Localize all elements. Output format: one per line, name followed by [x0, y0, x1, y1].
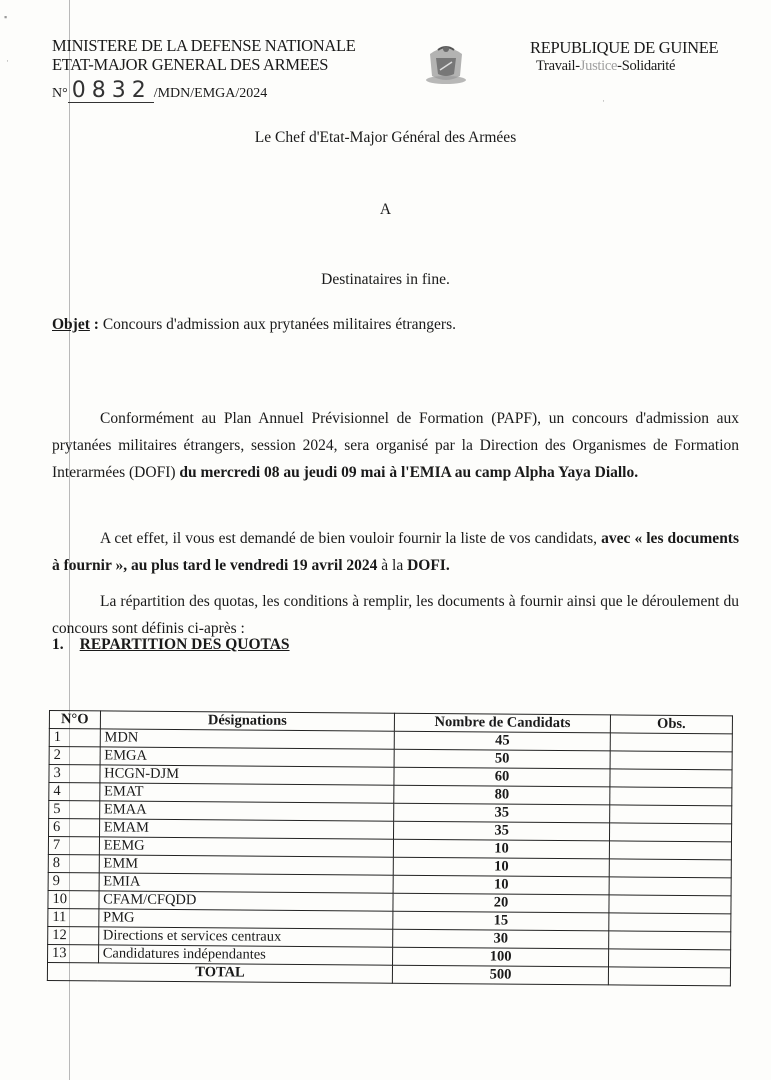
header-count: Nombre de Candidats: [395, 713, 611, 733]
row-obs: [609, 841, 731, 860]
row-number: 9: [48, 872, 99, 890]
row-number: 12: [48, 926, 99, 944]
row-obs: [609, 877, 731, 896]
sender-title: Le Chef d'Etat-Major Général des Armées: [254, 129, 517, 146]
row-count: 35: [394, 821, 610, 841]
coat-of-arms-icon: [420, 40, 472, 86]
row-obs: [609, 859, 731, 878]
row-number: 13: [48, 944, 99, 962]
ministry-header: [52, 36, 356, 74]
paragraph-2: [52, 525, 739, 579]
row-count: 10: [394, 839, 610, 859]
row-count: 30: [393, 929, 609, 949]
row-designation: EMAM: [99, 819, 394, 839]
row-obs: [610, 805, 732, 824]
total-obs: [608, 967, 730, 986]
paragraph-2-tail: à la: [377, 557, 408, 574]
subject-label: Objet: [52, 316, 90, 333]
ministry-line-2: ETAT-MAJOR GENERAL DES ARMEES: [52, 55, 329, 74]
row-count: 50: [394, 749, 610, 769]
row-count: 10: [393, 857, 609, 877]
national-motto: [536, 57, 718, 76]
row-number: 5: [49, 801, 100, 819]
row-number: 3: [49, 765, 100, 783]
paragraph-2-dofi: DOFI.: [407, 557, 450, 574]
ref-suffix: /MDN/EMGA/2024: [153, 86, 268, 101]
row-obs: [609, 931, 731, 950]
subject-text: Concours d'admission aux prytanées militaires étrangers.: [102, 316, 456, 333]
scan-speck: ·: [6, 56, 9, 66]
recipients: Destinataires in fine.: [321, 271, 450, 288]
ref-number-handwritten: 0832: [68, 80, 154, 103]
row-obs: [610, 787, 732, 806]
row-count: 35: [394, 803, 610, 823]
section-number: 1.: [52, 636, 64, 653]
paragraph-3-text: La répartition des quotas, les conditions à remplir, les documents à fournir ainsi que le déroulement du concours sont définis ci-après :: [52, 593, 739, 637]
row-number: 6: [49, 819, 100, 837]
row-count: 60: [394, 767, 610, 787]
row-number: 11: [48, 908, 99, 926]
ref-prefix: N°: [52, 86, 68, 101]
row-count: 100: [393, 947, 609, 967]
paragraph-2-text: A cet effet, il vous est demandé de bien vouloir fournir la liste de vos candidats,: [100, 530, 602, 547]
row-obs: [610, 751, 732, 770]
to-label: A: [379, 201, 392, 218]
row-designation: EMAA: [99, 801, 394, 821]
motto-justice: Justice: [579, 58, 618, 74]
paragraph-3: [52, 588, 739, 642]
row-count: 45: [394, 731, 610, 751]
row-obs: [610, 769, 732, 788]
header-designation: Désignations: [100, 711, 395, 731]
scan-speck: ·: [602, 96, 605, 106]
row-count: 20: [393, 893, 609, 913]
row-designation: EMGA: [100, 747, 395, 767]
subject-line: [52, 316, 456, 334]
motto-travail: Travail-: [536, 58, 580, 74]
row-count: 15: [393, 911, 609, 931]
row-count: 10: [393, 875, 609, 895]
row-obs: [609, 823, 731, 842]
header-obs: Obs.: [610, 715, 732, 734]
row-designation: MDN: [100, 729, 395, 749]
row-designation: EEMG: [99, 837, 394, 857]
paragraph-2-bold: avec « les documents à fournir », au plus tard le vendredi 19 avril 2024: [52, 530, 740, 574]
row-designation: CFAM/CFQDD: [99, 891, 394, 911]
quota-table-body: [48, 729, 733, 968]
row-obs: [608, 949, 730, 968]
reference-number: [52, 80, 267, 105]
row-number: 4: [49, 783, 100, 801]
row-number: 2: [49, 747, 100, 765]
row-designation: EMM: [99, 855, 394, 875]
republic-title: REPUBLIQUE DE GUINEE: [530, 38, 719, 57]
quota-table: [47, 710, 733, 986]
row-obs: [610, 733, 732, 752]
total-label: TOTAL: [47, 962, 392, 983]
republic-header: [530, 38, 718, 76]
subject-separator: :: [89, 316, 103, 333]
row-designation: Candidatures indépendantes: [98, 945, 393, 965]
row-number: 8: [48, 854, 99, 872]
row-designation: HCGN-DJM: [100, 765, 395, 785]
row-obs: [609, 895, 731, 914]
scan-speck: ▪: [4, 12, 8, 22]
section-1-heading: [52, 636, 290, 654]
row-number: 7: [48, 837, 99, 855]
paragraph-1-text: Conformément au Plan Annuel Prévisionnel de Formation (PAPF), un concours d'admission aux prytanées militaires étrangers, session 2024, sera organisé par la Direction des Organismes de Formation Interarmées (DOFI): [52, 410, 739, 481]
paragraph-1: [52, 405, 739, 486]
header-number: N°O: [49, 711, 100, 729]
paragraph-1-bold: du mercredi 08 au jeudi 09 mai à l'EMIA au camp Alpha Yaya Diallo.: [179, 464, 639, 481]
section-title: REPARTITION DES QUOTAS: [79, 636, 290, 653]
total-value: 500: [393, 965, 609, 985]
row-designation: Directions et services centraux: [98, 927, 393, 947]
row-obs: [609, 913, 731, 932]
row-number: 10: [48, 890, 99, 908]
row-number: 1: [49, 729, 100, 747]
row-count: 80: [394, 785, 610, 805]
row-designation: EMIA: [99, 873, 394, 893]
motto-solidarite: -Solidarité: [617, 58, 676, 74]
row-designation: PMG: [98, 909, 393, 929]
row-designation: EMAT: [99, 783, 394, 803]
ministry-line-1: MINISTERE DE LA DEFENSE NATIONALE: [52, 36, 356, 55]
